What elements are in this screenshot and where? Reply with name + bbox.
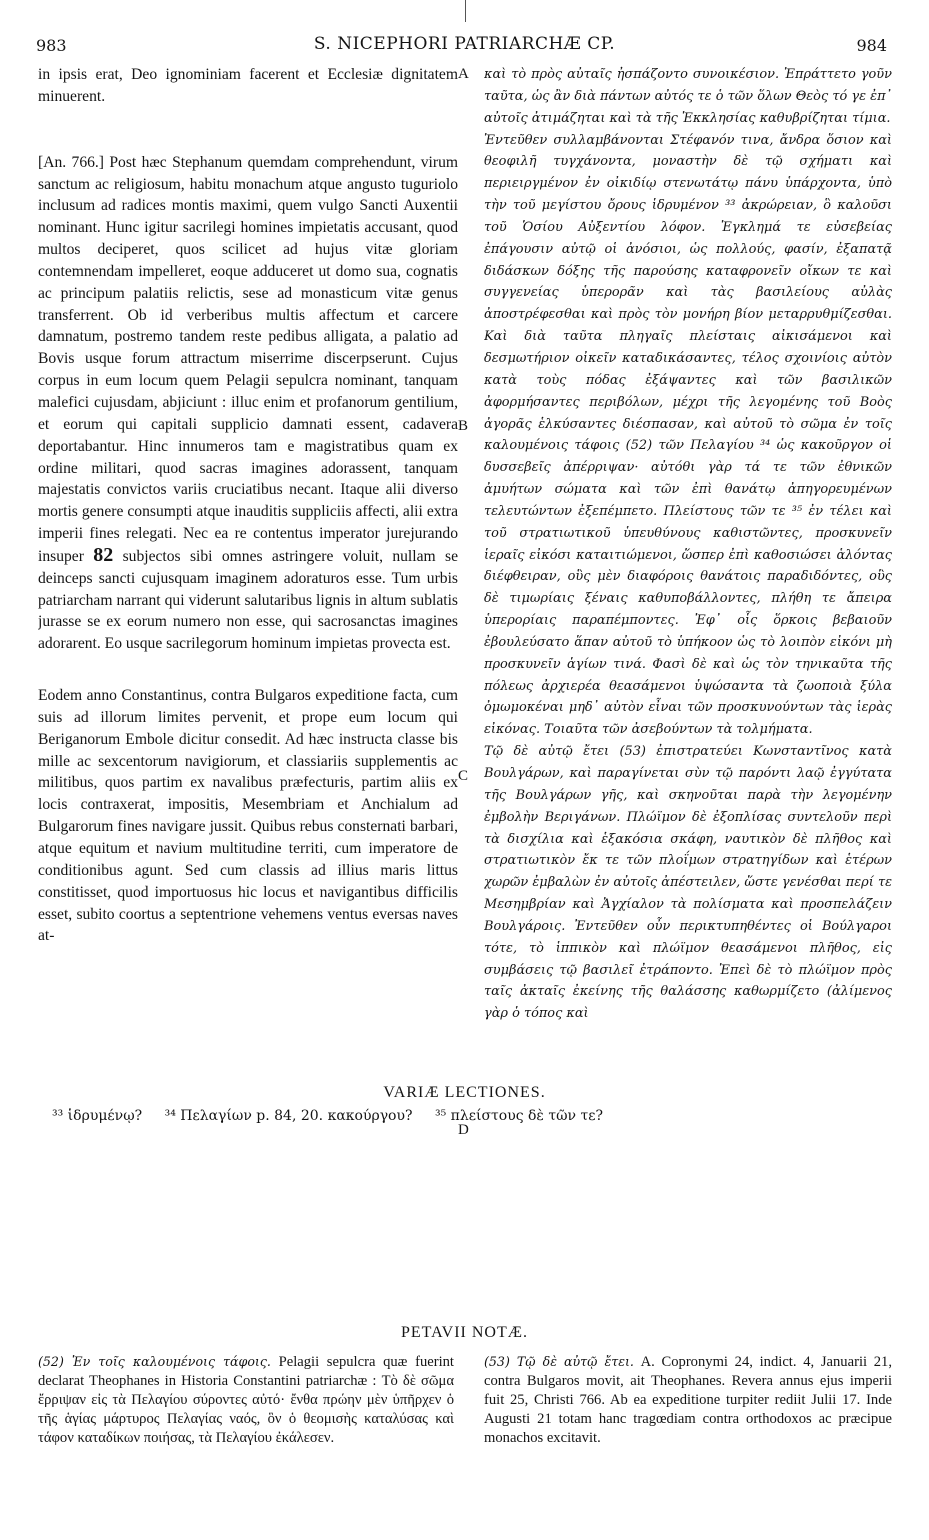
latin-paragraph: Eodem anno Constantinus, contra Bulgaros expeditione facta, cum suis ad illorum limites pervenit, et prope eum locum qui Beriganorum Embole dicitur consedit. Ad hæc instructa classe bis mille ac sexcentorum navigiorum, et classiariis supplementis ac militibus, quos partim ex navalibus præfecturis, partim aliis ex locis contraxerat, impositis, Mesembriam et Anchialum ad Bulgarorum fines navigare jussit. Quibus rebus consternati barbari, atque equitum et navium multitudine territi, cum imperatore de conditionibus agunt. Sed cum classis ad illius maris littus constitisset, quod importuosus hic locus et navigantibus difficilis esset, subito coortus a septentrione vehemens ventus eversas naves at- [38, 687, 458, 945]
note-52 [38, 1352, 454, 1472]
page-number-left: 983 [36, 36, 67, 55]
page-number-right: 984 [856, 36, 887, 55]
latin-column [38, 64, 458, 1076]
greek-column [484, 64, 892, 1076]
note-body: A. Copronymi 24, indict. 4, Januarii 21, contra Bulgaros movit, ait Theophanes. Revera annus ejus imperii fuit 25, Christi 766. Ab ea expeditione turpiter rediit Julii 17. Inde Augusti 21 totam hanc tragœdiam contra orthodoxos ac præcipue monachos excitavit. [484, 1354, 892, 1446]
variae-title: VARIÆ LECTIONES. [383, 1084, 546, 1101]
variant-reading: ³⁴ Πελαγίων p. 84, 20. κακούργου? [164, 1108, 413, 1124]
latin-paragraph: in ipsis erat, Deo ignominiam facerent et Ecclesiæ dignitatem minuerent. [38, 66, 458, 105]
top-rule [465, 0, 466, 22]
latin-paragraph [38, 152, 458, 655]
latin-text: subjectos sibi omnes astringere voluit, nullam se deinceps sancti cujusquam imaginem adoraturos esse. Tum urbis patriarcham narrant qui viderunt salutaribus lignis in altum sublatis jurasse se ex eorum numero non esse, qui sacrosanctas imagines adorarent. Eo usque sacrilegorum hominum impietas provecta est. [38, 547, 458, 653]
margin-letter-b: B [458, 418, 469, 434]
note-head: (52) Ἐν τοῖς καλουμένοις τάφοις. [38, 1354, 271, 1369]
variae-lectiones [52, 1108, 889, 1124]
note-body: Pelagii sepulcra quæ fuerint declarat Theophanes in Historia Constantini patriarchæ : Τὸ δὲ σῶμα ἔρριψαν εἰς τὰ Πελαγίου σύροντες αὐτό· ἔνθα πρώην μὲν ὑπῆρχεν ὁ τῆς ἁγίας μάρτυρος Πελαγίας ναός, ὃν ὁ θεομισὴς καταλύσας καὶ τάφον καταδίκων ποιήσας, τὰ Πελαγίου ἐκάλεσεν. [38, 1354, 454, 1446]
margin-letter-d: D [458, 1122, 469, 1138]
page-header [0, 28, 929, 58]
margin-letter-c: C [458, 768, 469, 784]
greek-paragraph: Ἐντεῦθεν συλλαμβάνονται Στέφανόν τινα, ἄνδρα ὅσιον καὶ θεοφιλῆ τυγχάνοντα, μοναστὴν δὲ τῷ σχήματι καὶ περιειργμένον ἐν οἰκιδίῳ στενωτάτῳ πάνυ ὑπάρχοντα, ὑπὸ τὴν τοῦ μεγίστου ὄρους ἱδρυμένον ³³ ἀκρώρειαν, ὃ καλοῦσι τοῦ Ὁσίου Αὐξεντίου λόφον. Ἐγκλημά τε εὐσεβείας ἐπάγουσιν αὐτῷ οἱ ἀνόσιοι, ὡς πολλούς, φασίν, ἐξαπατᾷ διδάσκων δόξης τῆς παρούσης καταφρονεῖν οἴκων τε καὶ συγγενείας ὑπερορᾶν καὶ τὰς βασιλείους αὐλὰς ἀποστρέφεσθαι καὶ πρὸς τὸν μονήρη βίον μεταρρυθμίζεσθαι. Καὶ διὰ ταῦτα πληγαῖς πλείσταις αἰκισάμενοι καὶ δεσμωτήριον οἰκεῖν καταδικάσαντες, τέλος σχοινίοις αὐτὸν κατὰ τοὺς πόδας ἐξάψαντες καὶ τῶν βασιλικῶν ἀφορμήσαντες περιβόλων, μέχρι τῆς λεγομένης τοῦ Βοὸς ἀγορᾶς ἑλκύσαντες διέσπασαν, καὶ αὐτοῦ τὸ σῶμα ἐν τοῖς καλουμένοις τάφοις (52) τῶν Πελαγίου ³⁴ ὡς κακοῦργον οἱ δυσσεβεῖς ἀπέρριψαν· αὐτόθι γὰρ τά τε τῶν ἐθνικῶν ἀμυήτων σώματα καὶ τῶν ἐπὶ θανάτῳ ἀπηγορευμένων τελευτώντων ἐξεπέμπετο. Πλείστους τῶν τε ³⁵ ἐν τέλει καὶ τοῦ στρατιωτικοῦ ὑπευθύνους καθιστῶντες, προσκυνεῖν ἱεραῖς εἰκόσι καταιτιώμενοι, ὥσπερ ἐπὶ καθοσιώσει ἁλόντας διέφθειραν, οὓς μὲν διαφόροις θανάτοις παραδιδόντες, οὓς δὲ τιμωρίαις ξέναις καθυποβάλλοντες, πλήθη τε ἄπειρα ὑπερορίαις παραπέμποντες. Ἐφ᾽ οἷς ὅρκοις βεβαιοῦν ἐβουλεύσατο ἅπαν αὐτοῦ τὸ ὑπήκοον ὡς τὸ λοιπὸν εἰκόνι μὴ προσκυνεῖν ἁγίων τινά. Φασὶ δὲ καὶ ὡς τὸν τηνικαῦτα τῆς πόλεως ἀρχιερέα θεασάμενοι ὑψώσαντα τὰ ζωοποιὰ ξύλα ὀμωμοκέναι μηδ᾽ αὐτὸν εἶναι τῶν προσκυνούντων τὰς ἱερὰς εἰκόνας. Τοιαῦτα τῶν ἀσεβούντων τὰ τολμήματα. [484, 132, 892, 738]
petavii-title: PETAVII NOTÆ. [401, 1324, 528, 1341]
running-title: S. NICEPHORI PATRIARCHÆ CP. [313, 34, 616, 54]
variant-reading: ³³ ἱδρυμένῳ? [52, 1108, 143, 1124]
note-53 [484, 1352, 892, 1472]
page-marker-82: 82 [93, 543, 114, 566]
latin-text: [An. 766.] Post hæc Stephanum quemdam comprehendunt, virum sanctum ac religiosum, habitu monachum atque angusto tuguriolo inclusum ad radices montis maximi, quem vulgo Sancti Auxentii nominant. Hunc igitur sacrilegi homines impietatis accusant, quod multos deciperet, quos scilicet ad hujus vitæ gloriam contemnendam impelleret, eoque adduceret ut domo sua, cognatis ac principum palatiis relictis, sese ad monasticum vitæ genus transferrent. Ob id verberibus multis affectum et carcere damnatum, postremo tandem reste pedibus alligata, a palatio ad Bovis usque forum attractum miserrime discerpserunt. Cujus corpus in eum locum quem Pelagii sepulcra nominant, tanquam malefici cujusdam, abjiciunt : illuc enim et profanorum gentilium, et eorum qui capitali supplicio damnati essent, cadavera deportabantur. Hinc innumeros tam e magistratibus quam ex ordine militari, quod sacras imagines adorassent, tanquam majestatis convictos variis cruciatibus necant. Itaque alii diverso mortis genere consumpti atque inauditis suppliciis affecti, alii extra imperii fines relegati. Nec ea re contentus imperator jurejurando insuper [38, 153, 458, 565]
greek-paragraph: Τῷ δὲ αὐτῷ ἔτει (53) ἐπιστρατεύει Κωνσταντῖνος κατὰ Βουλγάρων, καὶ παραγίνεται σὺν τῷ παρόντι λαῷ ἐγγύτατα τῆς Βουλγάρων γῆς, καὶ σκηνοῦται παρὰ τὴν λεγομένην ἐμβολὴν Βεριγάνων. Πλώϊμον δὲ ἐξοπλίσας συντελοῦν περὶ τὰ δισχίλια καὶ ἑξακόσια σκάφη, ναυτικὸν δὲ πλῆθος καὶ στρατιωτικὸν ἔκ τε τῶν πλοΐμων στρατηγίδων καὶ ἑτέρων χωρῶν ἐμβαλὼν ἐν αὐτοῖς ἀπέστειλεν, ὥστε γενέσθαι περί τε Μεσημβρίαν καὶ Ἀγχίαλον τὰ πολίσματα καὶ προσπελάζειν Βουλγάροις. Ἐντεῦθεν οὖν περικτυπηθέντες οἱ Βούλγαροι τότε, τὸ ἱππικὸν καὶ πλώϊμον θεασάμενοι πλῆθος, εἰς συμβάσεις τῷ βασιλεῖ ἐτράποντο. Ἐπεὶ δὲ τὸ πλώϊμον πρὸς ταῖς ἀκταῖς ἐκείνης τῆς θαλάσσης καθωρμίζετο (ἀλίμενος γὰρ ὁ τόπος καὶ [484, 744, 892, 1022]
margin-letter-a: A [458, 66, 469, 82]
variant-reading: ³⁵ πλείστους δὲ τῶν τε? [434, 1108, 604, 1124]
greek-paragraph: καὶ τὸ πρὸς αὐταῖς ἠσπάζοντο συνοικέσιον. Ἐπράττετο γοῦν ταῦτα, ὡς ἂν διὰ πάντων αὐτός τε ὁ τῶν ὅλων Θεὸς τό γε ἐπ᾽ αὐτοῖς ἀτιμάζηται καὶ τὰ τῆς Ἐκκλησίας καθυβρίζηται τίμια. [484, 67, 892, 126]
note-head: (53) Τῷ δὲ αὐτῷ ἔτει. [484, 1354, 634, 1369]
